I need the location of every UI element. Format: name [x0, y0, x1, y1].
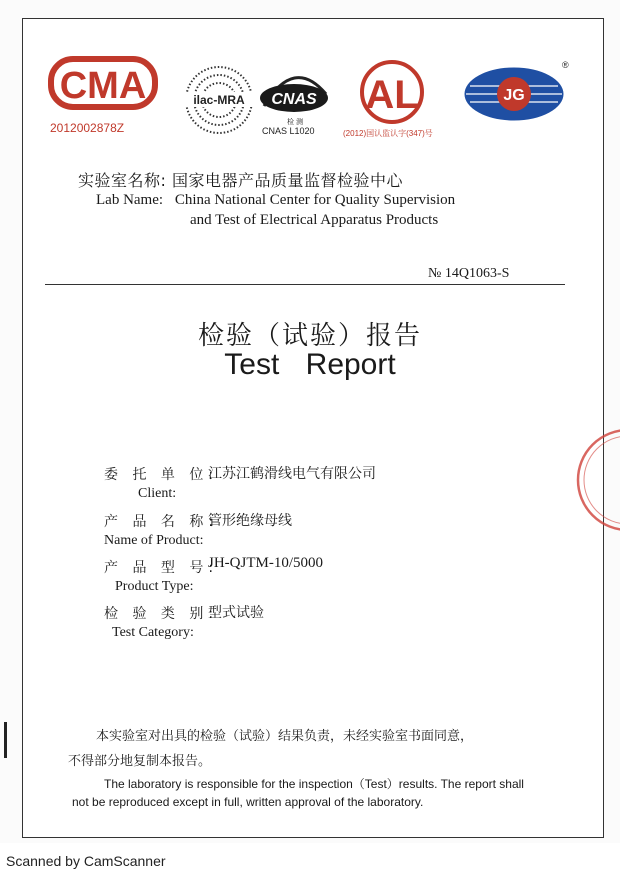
product-name-value: 管形绝缘母线 [208, 513, 292, 529]
cnas-sub-label: 检 测 [287, 119, 303, 126]
product-name-label-en: Name of Product: [104, 533, 204, 548]
test-category-label-en: Test Category: [112, 625, 194, 640]
scan-edge-mark [4, 722, 7, 758]
header-divider [45, 284, 565, 285]
red-seal-stamp [572, 425, 620, 540]
registered-mark: ® [562, 60, 569, 70]
notice-zh-line2: 不得部分地复制本报告。 [68, 754, 212, 769]
test-category-label-zh: 检 验 类 别: [104, 606, 219, 622]
svg-text:CNAS: CNAS [271, 91, 317, 108]
ilac-mra-logo [180, 64, 258, 136]
report-cover-page [22, 18, 604, 838]
scanner-footer-text: Scanned by CamScanner [6, 853, 166, 869]
product-name-label-zh: 产 品 名 称: [104, 514, 219, 530]
lab-value-en-line2: and Test of Electrical Apparatus Products [190, 212, 439, 228]
cma-code: 2012002878Z [50, 121, 125, 135]
cal-logo [352, 60, 432, 124]
lab-label-zh: 实验室名称: [78, 171, 167, 190]
lab-name-zh [78, 168, 403, 191]
svg-text:AL: AL [365, 73, 419, 117]
product-type-value: JH-QJTM-10/5000 [208, 555, 323, 571]
report-title-en: Test Report [224, 348, 396, 381]
lab-name-en [96, 192, 455, 209]
notice-zh-line1: 本实验室对出具的检验（试验）结果负责，未经实验室书面同意， [96, 729, 474, 744]
notice-en-line2: not be reproduced except in full, written approval of the laboratory. [72, 795, 424, 809]
client-value: 江苏江鹤滑线电气有限公司 [208, 466, 376, 482]
test-category-value: 型式试验 [208, 605, 264, 621]
brand-globe-logo [460, 64, 572, 124]
notice-en-line1: The laboratory is responsible for the inspection（Test）results. The report shall [104, 777, 524, 791]
product-type-label-zh: 产 品 型 号: [104, 560, 219, 576]
report-title-zh: 检验（试验）报告 [197, 321, 422, 351]
svg-text:CMA: CMA [59, 65, 147, 107]
lab-label-en: Lab Name: [96, 192, 164, 208]
cnas-code: CNAS L1020 [262, 126, 315, 136]
svg-text:ilac-MRA: ilac-MRA [193, 93, 245, 107]
client-label-zh: 委 托 单 位: [104, 467, 219, 483]
lab-value-en-line1: China National Center for Quality Supervision [174, 192, 456, 208]
svg-text:JG: JG [503, 87, 525, 104]
report-number: № 14Q1063-S [428, 266, 510, 281]
client-label-en: Client: [138, 486, 177, 501]
cal-code: (2012)国认监认字(347)号 [343, 129, 433, 138]
scanner-footer [0, 843, 620, 878]
cma-logo [48, 56, 158, 116]
product-type-label-en: Product Type: [115, 579, 194, 594]
lab-value-zh: 国家电器产品质量监督检验中心 [172, 171, 404, 190]
